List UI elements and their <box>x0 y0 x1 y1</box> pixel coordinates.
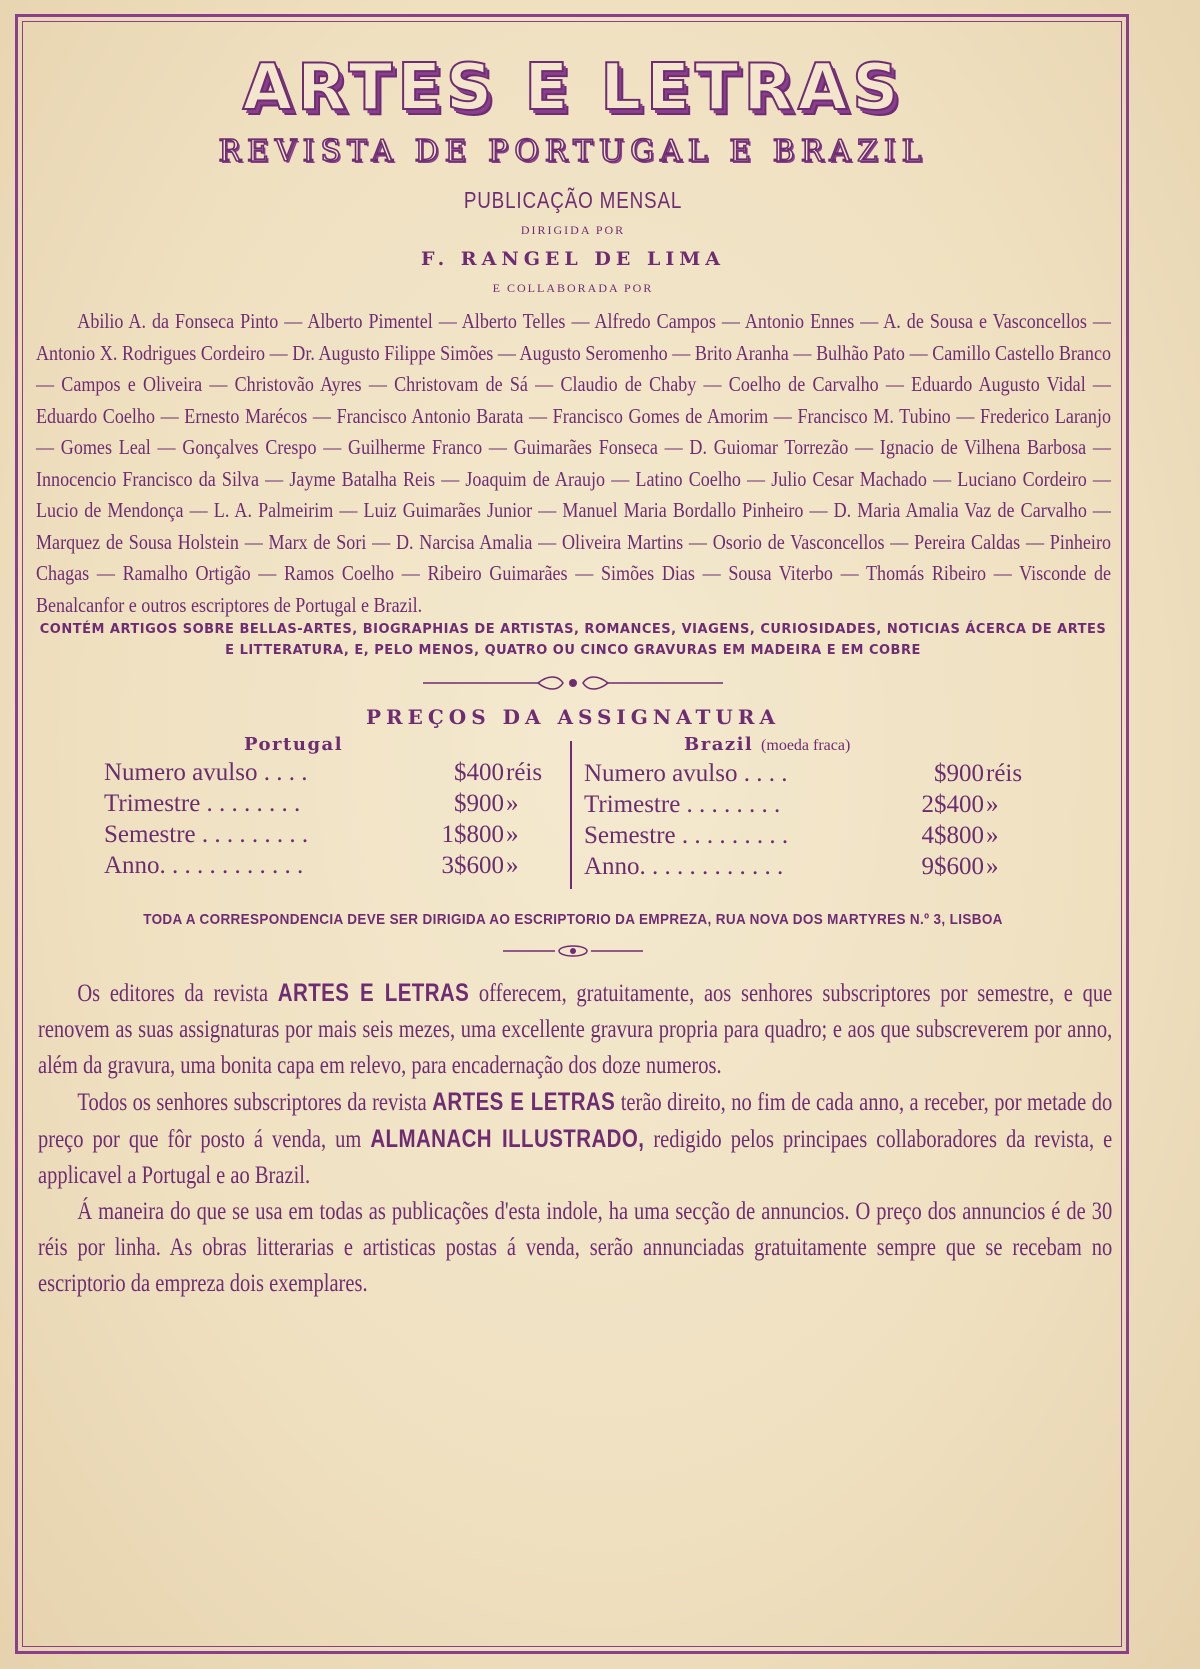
notice-paragraph <box>38 975 1112 1084</box>
price-unit: » <box>506 852 519 879</box>
contents-note-line: CONTÉM ARTIGOS SOBRE BELLAS-ARTES, BIOGRAPHIAS DE ARTISTAS, ROMANCES, VIAGENS, CURIOSIDADES, NOTICIAS ÁCERCA DE ARTES <box>39 622 1107 637</box>
page-content <box>30 30 1116 1302</box>
price-unit: » <box>986 822 999 849</box>
director-name: F. RANGEL DE LIMA <box>421 248 725 270</box>
price-value: 2$400 <box>921 791 984 818</box>
notice-paragraph <box>38 1084 1112 1194</box>
notices <box>30 975 1116 1302</box>
price-row <box>584 820 1044 851</box>
bold-text-run: ALMANACH ILLUSTRADO, <box>370 1125 645 1153</box>
price-table <box>30 733 1116 903</box>
price-label: Numero avulso . . . . <box>104 759 308 786</box>
price-row <box>104 819 564 850</box>
price-row <box>104 788 564 819</box>
price-unit: réis <box>986 760 1023 787</box>
ornament-divider-icon <box>423 673 723 693</box>
price-unit: » <box>506 821 519 848</box>
small-ornament-icon <box>503 943 643 959</box>
price-label: Semestre . . . . . . . . . <box>104 821 309 848</box>
magazine-title: ARTES E LETRAS <box>242 51 904 125</box>
publication-frequency: PUBLICAÇÃO MENSAL <box>463 187 683 213</box>
text-run: terão direito, no fim de cada anno, a receber, por metade do preço por que fôr posto á venda, um <box>38 1089 1113 1153</box>
text-run: offerecem, gratuitamente, aos senhores subscriptores por semestre, e que renovem as suas assignaturas por mais seis mezes, uma excellente gravura propria para quadro; e aos que subscreverem por anno, além da gravura, uma bonita capa em relevo, para encadernação dos doze numeros. <box>38 980 1113 1079</box>
prices-title: PREÇOS DA ASSIGNATURA <box>365 705 781 729</box>
price-unit: » <box>986 853 999 880</box>
price-label: Anno. . . . . . . . . . . . <box>104 852 304 879</box>
text-run: Os editores da revista <box>77 980 278 1007</box>
price-row <box>584 789 1044 820</box>
price-label: Trimestre . . . . . . . . <box>584 791 781 818</box>
notice-paragraph: Á maneira do que se usa em todas as publicações d'esta indole, ha uma secção de annuncios. O preço dos annuncios é de 30 réis por linha. As obras litterarias e artisticas postas á venda, serão annunciadas gratuitamente sempre que se recebam no escriptorio da empreza dois exemplares. <box>38 1198 1113 1297</box>
price-value: $900 <box>934 760 984 787</box>
price-row <box>104 850 564 881</box>
brazil-prices <box>584 733 1044 882</box>
contributors-list: Abilio A. da Fonseca Pinto — Alberto Pimentel — Alberto Telles — Alfredo Campos — Antonio Ennes — A. de Sousa e Vasconcellos — Antonio X. Rodrigues Cordeiro — Dr. Augusto Filippe Simões — Augusto Seromenho — Brito Aranha — Bulhão Pato — Camillo Castello Branco — Campos e Oliveira — Christovão Ayres — Christovam de Sá — Claudio de Chaby — Coelho de Carvalho — Eduardo Augusto Vidal — Eduardo Coelho — Ernesto Marécos — Francisco Antonio Barata — Francisco Gomes de Amorim — Francisco M. Tubino — Frederico Laranjo — Gomes Leal — Gonçalves Crespo — Guilherme Franco — Guimarães Fonseca — D. Guiomar Torrezão — Ignacio de Vilhena Barbosa — Innocencio Francisco da Silva — Jayme Batalha Reis — Joaquim de Araujo — Latino Coelho — Julio Cesar Machado — Luciano Cordeiro — Lucio de Mendonça — L. A. Palmeirim — Luiz Guimarães Junior — Manuel Maria Bordallo Pinheiro — D. Maria Amalia Vaz de Carvalho — Marquez de Sousa Holstein — Marx de Sori — D. Narcisa Amalia — Oliveira Martins — Osorio de Vasconcellos — Pereira Caldas — Pinheiro Chagas — Ramalho Ortigão — Ramos Coelho — Ribeiro Guimarães — Simões Dias — Sousa Viterbo — Thomás Ribeiro — Visconde de Benalcanfor e outros escriptores de Portugal e Brazil. <box>36 309 1111 617</box>
directed-by-label: DIRIGIDA POR <box>520 223 626 237</box>
bold-text-run: ARTES E LETRAS <box>432 1088 616 1116</box>
collaborated-by-label: E COLLABORADA POR <box>492 281 654 295</box>
brazil-heading-note: (moeda fraca) <box>761 737 851 754</box>
price-value: 3$600 <box>441 852 504 879</box>
price-label: Anno. . . . . . . . . . . . <box>584 853 784 880</box>
brazil-heading <box>584 733 1044 758</box>
price-value: 4$800 <box>921 822 984 849</box>
price-row <box>584 758 1044 789</box>
magazine-subtitle: REVISTA DE PORTUGAL E BRAZIL <box>218 134 928 169</box>
bold-text-run: ARTES E LETRAS <box>277 979 470 1007</box>
text-run: Todos os senhores subscriptores da revista <box>77 1089 433 1116</box>
price-value: 1$800 <box>441 821 504 848</box>
portugal-prices <box>104 733 564 881</box>
price-label: Semestre . . . . . . . . . <box>584 822 789 849</box>
price-unit: » <box>506 790 519 817</box>
contents-note <box>30 619 1116 661</box>
correspondence-address: TODA A CORRESPONDENCIA DEVE SER DIRIGIDA AO ESCRIPTORIO DA EMPREZA, RUA NOVA DOS MARTYRES N.º 3, LISBOA <box>143 911 1003 928</box>
price-value: 9$600 <box>921 853 984 880</box>
price-label: Trimestre . . . . . . . . <box>104 790 301 817</box>
portugal-heading: Portugal <box>244 734 344 755</box>
price-unit: » <box>986 791 999 818</box>
contents-note-line: E LITTERATURA, E, PELO MENOS, QUATRO OU CINCO GRAVURAS EM MADEIRA E EM COBRE <box>225 643 921 658</box>
column-divider <box>570 741 572 889</box>
text-run: redigido pelos principaes collaboradores da revista, e applicavel a Portugal e ao Brazil. <box>38 1126 1113 1189</box>
price-unit: réis <box>506 759 543 786</box>
price-label: Numero avulso . . . . <box>584 760 788 787</box>
price-value: $400 <box>454 759 504 786</box>
price-row <box>104 757 564 788</box>
price-value: $900 <box>454 790 504 817</box>
brazil-heading-label: Brazil <box>684 734 754 755</box>
price-row <box>584 851 1044 882</box>
